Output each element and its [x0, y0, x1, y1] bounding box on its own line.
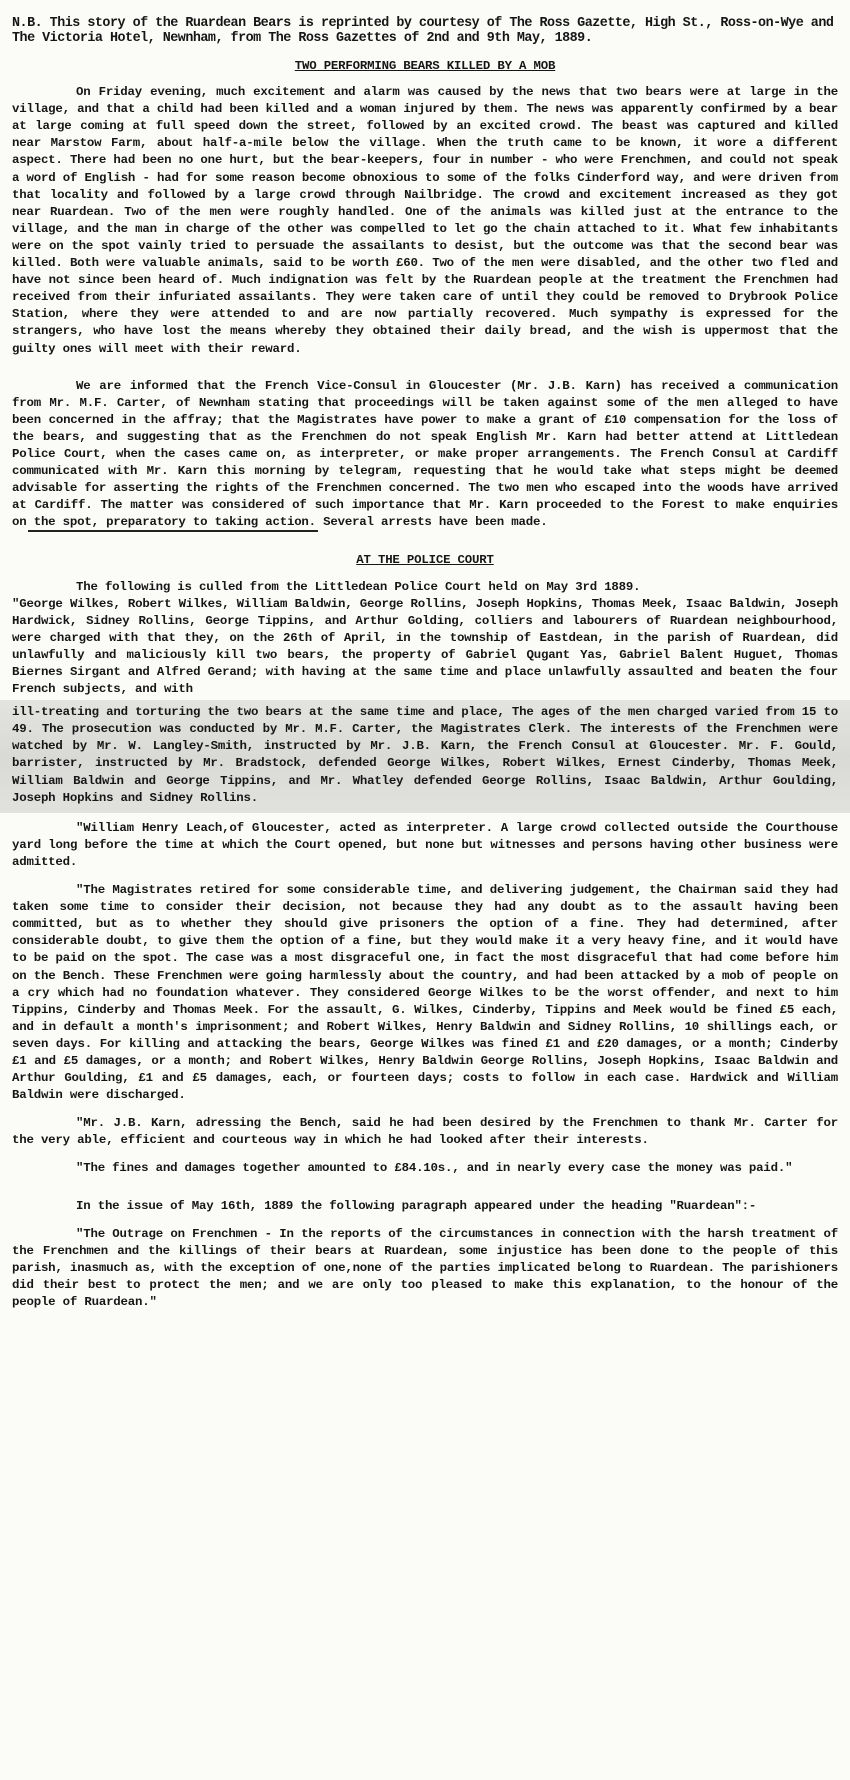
paragraph-fines-total: "The fines and damages together amounted to £84.10s., and in nearly every case the money was paid.": [76, 1161, 793, 1176]
paragraph-vice-consul: We are informed that the French Vice-Consul in Gloucester (Mr. J.B. Karn) has received a communication from Mr. M.F. Carter, of Newnham stating that proceedings will be taken against some of the men alleged to have been concerned in the affray; that the Magistrates have power to make a grant of £10 compensation for the loss of the bears, and suggesting that as the Frenchmen do not speak English Mr. Karn had better attend at Littledean Police Court, when the cases came on, as interpreter, or make proper arrangements. The French Consul at Cardiff communicated with Mr. Karn this morning by telegram, requesting that he would take what steps might be deemed advisable for asserting the rights of the Frenchmen concerned. The two men who escaped into the woods have arrived at Cardiff. The matter was considered of such importance that Mr. Karn proceeded to the Forest to make enquiries on the spot, preparatory to taking action. Several arrests have been made.: [12, 378, 838, 530]
paragraph-interpreter: "William Henry Leach,of Gloucester, acted as interpreter. A large crowd collected outside the Courthouse yard long before the time at which the Court opened, but none but witnesses and persons having other business were admitted.: [12, 820, 838, 869]
strikethrough-mark: [28, 530, 318, 532]
paragraph-charge-continued: ill-treating and torturing the two bears at the same time and place, The ages of the men charged varied from 15 to 49. The prosecution was conducted by Mr. M.F. Carter, the Magistrates Clerk. The interests of the Frenchmen were watched by Mr. W. Langley-Smith, instructed by Mr. J.B. Karn, the French Consul at Gloucester. Mr. F. Gould, barrister, instructed by Mr. Bradstock, defended George Wilkes, Robert Wilkes, Ernest Cinderby, Thomas Meek, William Baldwin and George Tippins, and Mr. Whatley defended George Rollins, Isaac Baldwin, Arthur Goulding, Joseph Hopkins and Sidney Rollins.: [12, 705, 838, 805]
police-court-title: AT THE POLICE COURT: [356, 553, 494, 568]
paragraph-police-court-intro: The following is culled from the Littledean Police Court held on May 3rd 1889.: [76, 579, 641, 594]
article-title: TWO PERFORMING BEARS KILLED BY A MOB: [294, 59, 556, 73]
paragraph-karn-thanks: "Mr. J.B. Karn, adressing the Bench, said he had been desired by the Frenchmen to thank Mr. Carter for the very able, efficient and courteous way in which he had looked after their interests.: [12, 1116, 838, 1148]
reprint-note: N.B. This story of the Ruardean Bears is reprinted by courtesy of The Ross Gazette, High St., Ross-on-Wye and The Victoria Hotel, Newnham, from The Ross Gazettes of 2nd and 9th May, 1889.: [12, 16, 834, 46]
paragraph-may-issue: In the issue of May 16th, 1889 the following paragraph appeared under the heading "Ruardean":-: [76, 1198, 757, 1213]
shaded-band: [0, 700, 850, 813]
paragraph-outrage: "The Outrage on Frenchmen - In the reports of the circumstances in connection with the harsh treatment of the Frenchmen and the killings of their bears at Ruardean, some injustice has been done to the people of this parish, inasmuch as, with the exception of one,none of the parties implicated belong to Ruardean. The parishioners did their best to protect the men; and we are only too pleased to make this explanation, to the honour of the people of Ruardean.": [12, 1226, 838, 1309]
paragraph-bears-killed: On Friday evening, much excitement and alarm was caused by the news that two bears were at large in the village, and that a child had been killed and a woman injured by them. The news was apparently confirmed by a bear at large coming at full speed down the street, followed by an excited crowd. The beast was captured and killed near Marstow Farm, about half-a-mile below the village. When the truth came to be known, it wore a different aspect. There had been no one hurt, but the bear-keepers, four in number - who were Frenchmen, and could not speak a word of English - had for some reason become obnoxious to some of the folks Cinderford way, and were driven from that locality and followed by a large crowd through Nailbridge. The crowd and excitement increased as they got near Ruardean. Two of the men were roughly handled. One of the animals was killed just at the entrance to the village, and the man in charge of the other was compelled to let go the chain attached to it. What few inhabitants were on the spot vainly tried to persuade the assailants to desist, but the outcome was that the second bear was killed. Both were valuable animals, said to be worth £60. Two of the men were disabled, and the other two fled and have not since been heard of. Much indignation was felt by the Ruardean people at the treatment the Frenchmen had received from their infuriated assailants. They were taken care of until they could be removed to Drybrook Police Station, where they were attended to and are now partially recovered. Much sympathy is expressed for the strangers, who have lost the means whereby they obtained their daily bread, and the wish is uppermost that the guilty ones will meet with their reward.: [12, 85, 838, 356]
paragraph-judgement: "The Magistrates retired for some considerable time, and delivering judgement, the Chairman said they had taken some time to consider their decision, not because they had any doubt as to the assault having been committed, but as to whether they should give prisoners the option of a fine. They had determined, after considerable doubt, to give them the option of a fine, but they would make it a very heavy fine, and it would have to be paid on the spot. The case was a most disgraceful one, in fact the most disgraceful that had come before him on the Bench. These Frenchmen were going harmlessly about the country, and had been attacked by a mob of people on a cry which had no foundation whatever. They considered George Wilkes to be the worst offender, and next to him Tippins, Cinderby and Thomas Meek. For the assault, G. Wilkes, Cinderby, Tippins and Meek would be fined £5 each, and in default a month's imprisonment; and Robert Wilkes, Henry Baldwin and Sidney Rollins, 10 shillings each, or seven days. For killing and attacking the bears, George Wilkes was fined £1 and £20 damages, or a month; Cinderby £1 and £5 damages, or a month; and Robert Wilkes, Henry Baldwin George Rollins, Joseph Hopkins, Isaac Baldwin and Arthur Goulding, £1 and £5 damages, each, or fourteen days; costs to follow in each case. Hardwick and William Baldwin were discharged.: [12, 883, 838, 1103]
paragraph-charge-start: "George Wilkes, Robert Wilkes, William Baldwin, George Rollins, Joseph Hopkins, Thomas Meek, Isaac Baldwin, Joseph Hardwick, Sidney Rollins, George Tippins, and Arthur Golding, colliers and labourers of Ruardean neighbourhood, were charged with that they, on the 26th of April, in the township of Eastdean, in the parish of Ruardean, did unlawfully and maliciously kill two bears, the property of Gabriel Qugant Yas, Gabriel Balent Huguet, Thomas Biernes Sirgant and Alfred Gerand; with having at the same time and place unlawfully assaulted and beaten the four French subjects, and with: [12, 596, 838, 697]
